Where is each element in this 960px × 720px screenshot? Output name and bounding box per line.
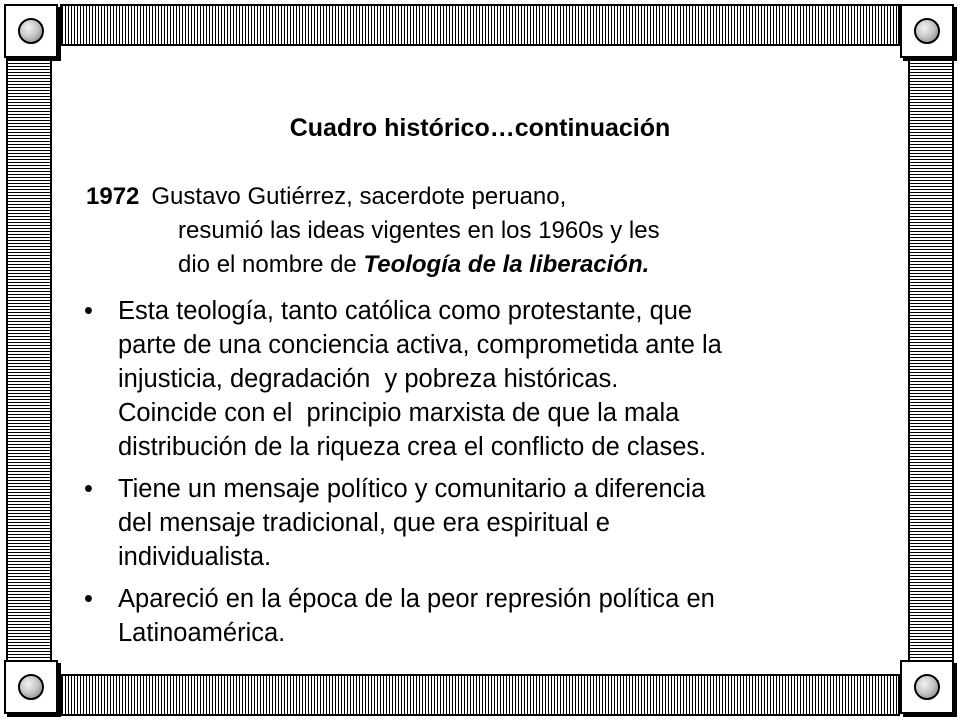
entry-line-2: resumió las ideas vigentes en los 1960s y les xyxy=(178,217,660,244)
entry-line-3 xyxy=(86,248,886,282)
entry-line-1 xyxy=(86,180,886,214)
frame-corner-bottom-left xyxy=(4,660,58,714)
frame-bottom-border xyxy=(60,674,900,716)
bullet-line: individualista. xyxy=(118,543,272,571)
frame-right-border xyxy=(908,56,954,666)
entry-text: dio el nombre de xyxy=(178,251,364,278)
bullet-line: injusticia, degradación y pobreza históricas. xyxy=(118,365,619,393)
knob-icon xyxy=(18,674,44,700)
bullet-line: Coincide con el principio marxista de que la mala xyxy=(118,399,680,427)
bullet-list xyxy=(84,294,894,658)
bullet-line: distribución de la riqueza crea el conflicto de clases. xyxy=(118,433,707,461)
timeline-entry xyxy=(86,180,886,282)
bullet-marker: • xyxy=(84,475,93,503)
slide-title: Cuadro histórico…continuación xyxy=(289,114,671,142)
frame-corner-bottom-right xyxy=(900,660,954,714)
frame-corner-top-left xyxy=(4,4,58,58)
frame-left-border xyxy=(6,56,52,666)
knob-icon xyxy=(18,18,44,44)
bullet-line: Tiene un mensaje político y comunitario a diferencia xyxy=(118,475,706,503)
knob-icon xyxy=(914,18,940,44)
bullet-marker: • xyxy=(84,297,93,325)
entry-text: Gustavo Gutiérrez, sacerdote peruano, xyxy=(151,183,567,210)
frame-top-border xyxy=(60,4,900,46)
knob-icon xyxy=(914,674,940,700)
frame-corner-top-right xyxy=(900,4,954,58)
bullet-line: Esta teología, tanto católica como protestante, que xyxy=(118,297,693,325)
bullet-line: Apareció en la época de la peor represión política en xyxy=(118,585,715,613)
bullet-line: parte de una conciencia activa, comprometida ante la xyxy=(118,331,722,359)
entry-term: Teología de la liberación. xyxy=(363,251,650,278)
entry-year: 1972 xyxy=(86,183,140,210)
bullet-marker: • xyxy=(84,585,93,613)
bullet-item xyxy=(84,294,894,464)
bullet-item xyxy=(84,472,894,574)
bullet-item xyxy=(84,582,894,650)
bullet-line: Latinoamérica. xyxy=(118,619,286,647)
bullet-line: del mensaje tradicional, que era espiritual e xyxy=(118,509,610,537)
